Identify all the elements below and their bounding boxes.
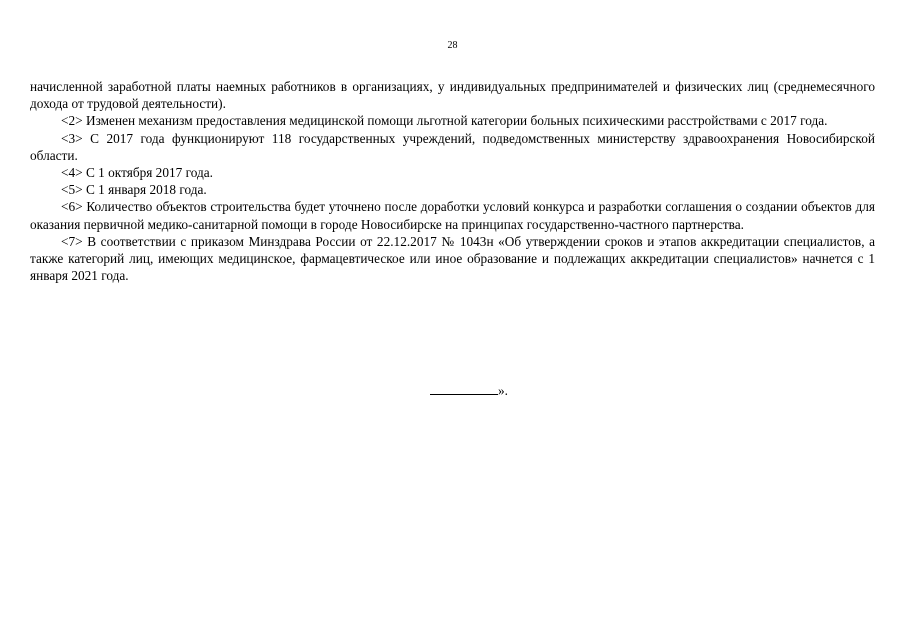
footnote-3: <3> С 2017 года функционируют 118 государственных учреждений, подведомственных министерству здравоохранения Новосибирской области. bbox=[30, 130, 875, 163]
page-number: 28 bbox=[447, 40, 458, 51]
closing-mark bbox=[430, 383, 508, 399]
footnote-continuation: начисленной заработной платы наемных работников в организациях, у индивидуальных предпринимателей и физических лиц (среднемесячного дохода от трудовой деятельности). bbox=[30, 79, 875, 112]
closing-quote: ». bbox=[498, 383, 508, 398]
footnote-7: <7> В соответствии с приказом Минздрава России от 22.12.2017 № 1043н «Об утверждении сроков и этапов аккредитации специалистов, а также категорий лиц, имеющих медицинское, фармацевтическое или иное образование и подлежащих аккредитации специалистов» начнется с 1 января 2021 года. bbox=[30, 233, 875, 284]
footnote-4: <4> С 1 октября 2017 года. bbox=[61, 165, 213, 181]
footnote-2: <2> Изменен механизм предоставления медицинской помощи льготной категории больных психическими расстройствами с 2017 года. bbox=[61, 113, 828, 129]
footnote-6: <6> Количество объектов строительства будет уточнено после доработки условий конкурса и разработки соглашения о создании объектов для оказания первичной медико-санитарной помощи в городе Новосибирске на принципах государственно-частного партнерства. bbox=[30, 199, 875, 232]
closing-underline bbox=[430, 384, 498, 395]
footnote-5: <5> С 1 января 2018 года. bbox=[61, 182, 207, 198]
footnotes-block bbox=[30, 78, 875, 284]
